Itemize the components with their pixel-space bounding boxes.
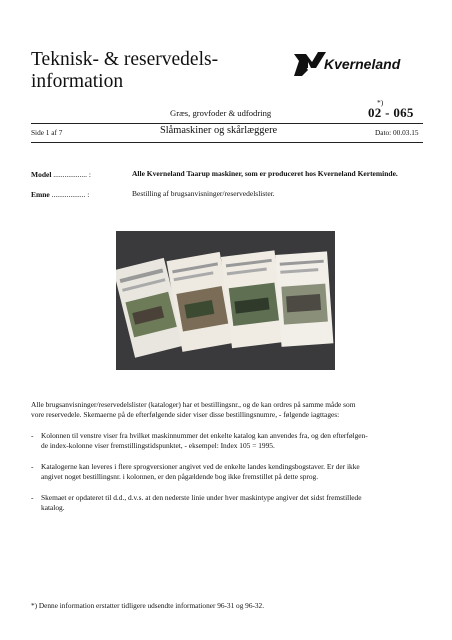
list-item (31, 462, 427, 484)
bullet-dash: - (31, 493, 34, 502)
list-item (31, 493, 427, 515)
intro-line-2: vore reservedele. Skemaerne på de efterfølgende sider viser disse bestillingsnumre, - følgende iagttages: (31, 410, 340, 419)
catalog-photo (116, 231, 335, 370)
title-line-1: Teknisk- & reservedels- (31, 49, 219, 70)
list-item (31, 431, 427, 453)
emne-value: Bestilling af brugsanvisninger/reservedelslister. (132, 189, 275, 198)
emne-label: Emne .................. : (31, 190, 90, 199)
subject-line: Græs, grovfoder & udfodring (170, 108, 272, 118)
model-label: Model .................. : (31, 170, 92, 179)
bullet-line-1: Katalogerne kan leveres i flere sprogversioner angivet ved de enkelte landes kendingsbogstaver. Er der ikke (41, 462, 360, 471)
intro-paragraph (31, 400, 427, 420)
bullet-line-2: katalog. (41, 503, 65, 512)
footer-note: *) Denne information erstatter tidligere udsendte informationer 96-31 og 96-32. (31, 601, 265, 610)
intro-line-1: Alle brugsanvisninger/reservedelslister (kataloger) har et bestillingsnr., og de kan ordres på samme måde som (31, 400, 356, 409)
divider-top (31, 123, 423, 124)
bullet-dash: - (31, 462, 34, 471)
bullet-dash: - (31, 431, 34, 440)
brand-name: Kverneland (324, 56, 401, 72)
document-number: 02 - 065 (368, 105, 414, 120)
page-indicator: Side 1 af 7 (31, 128, 63, 137)
bullet-line-2: de index-kolonne viser fremstillingstidspunktet, - eksempel: Index 105 = 1995. (41, 441, 275, 450)
model-value: Alle Kverneland Taarup maskiner, som er produceret hos Kverneland Kerteminde. (132, 169, 398, 178)
document-title (31, 49, 261, 93)
title-line-2: information (31, 71, 124, 92)
bullet-line-1: Skemaet er opdateret til d.d., d.v.s. at den nederste linie under hver maskintype angiver det sidst fremstillede (41, 493, 362, 502)
bullet-line-2: angivet noget bestillingsnr. i kolonnen, er den pågældende bog ikke fremstillet på dette sprog. (41, 472, 319, 481)
kverneland-logo-icon (290, 48, 410, 78)
kverneland-logo (290, 48, 410, 78)
document-date: Dato: 00.03.15 (375, 128, 419, 137)
footnote-mark: *) (377, 98, 384, 107)
catalog-photo-icon (116, 231, 335, 370)
category-title: Slåmaskiner og skårlæggere (160, 125, 278, 136)
divider-mid (31, 142, 423, 143)
bullet-line-1: Kolonnen til venstre viser fra hvilket maskinnummer det enkelte katalog kan anvendes fra, og den efterfølgen- (41, 431, 368, 440)
